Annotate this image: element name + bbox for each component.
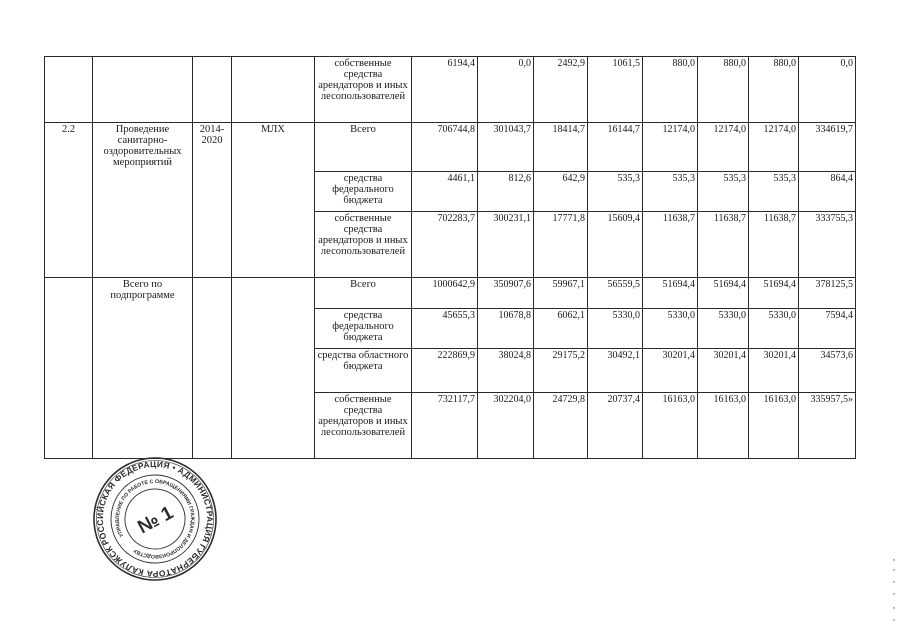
value-cell: 350907,6 — [478, 278, 534, 309]
value-cell: 30201,4 — [698, 349, 749, 393]
funding-source-cell: средства федерального бюджета — [315, 309, 412, 349]
table-row — [45, 57, 856, 123]
value-cell: 12174,0 — [643, 123, 698, 172]
value-cell: 30492,1 — [588, 349, 643, 393]
value-cell: 880,0 — [698, 57, 749, 123]
value-cell: 535,3 — [749, 172, 799, 212]
years-cell — [193, 57, 232, 123]
value-cell: 535,3 — [698, 172, 749, 212]
section-cell — [45, 57, 93, 123]
value-cell: 5330,0 — [749, 309, 799, 349]
value-cell: 4461,1 — [412, 172, 478, 212]
section-number-cell: 2.2 — [45, 123, 93, 278]
funding-source-cell: Всего — [315, 123, 412, 172]
years-cell: 2014-2020 — [193, 123, 232, 278]
value-cell: 1061,5 — [588, 57, 643, 123]
funding-source-cell: средства федерального бюджета — [315, 172, 412, 212]
value-cell: 642,9 — [534, 172, 588, 212]
value-cell: 880,0 — [749, 57, 799, 123]
budget-table — [44, 56, 856, 459]
value-cell: 51694,4 — [643, 278, 698, 309]
value-cell: 334619,7 — [799, 123, 856, 172]
stamp-inner-text: УПРАВЛЕНИЕ ПО РАБОТЕ С ОБРАЩЕНИЯМИ ГРАЖДАН И ДЕЛОПРОИЗВОДСТВУ — [114, 478, 196, 560]
value-cell: 5330,0 — [588, 309, 643, 349]
value-cell: 5330,0 — [698, 309, 749, 349]
funding-source-cell: собственные средства арендаторов и иных лесопользователей — [315, 212, 412, 278]
value-cell: 12174,0 — [698, 123, 749, 172]
value-cell: 880,0 — [643, 57, 698, 123]
value-cell: 10678,8 — [478, 309, 534, 349]
value-cell: 7594,4 — [799, 309, 856, 349]
value-cell: 11638,7 — [749, 212, 799, 278]
value-cell: 302204,0 — [478, 393, 534, 459]
value-cell: 18414,7 — [534, 123, 588, 172]
value-cell: 378125,5 — [799, 278, 856, 309]
value-cell: 16144,7 — [588, 123, 643, 172]
value-cell: 222869,9 — [412, 349, 478, 393]
value-cell: 864,4 — [799, 172, 856, 212]
value-cell: 56559,5 — [588, 278, 643, 309]
value-cell: 17771,8 — [534, 212, 588, 278]
value-cell: 1000642,9 — [412, 278, 478, 309]
value-cell: 301043,7 — [478, 123, 534, 172]
value-cell: 38024,8 — [478, 349, 534, 393]
value-cell: 333755,3 — [799, 212, 856, 278]
value-cell: 51694,4 — [749, 278, 799, 309]
scan-mark — [891, 556, 897, 626]
value-cell: 16163,0 — [643, 393, 698, 459]
value-cell: 706744,8 — [412, 123, 478, 172]
executor-cell: МЛХ — [232, 123, 315, 278]
value-cell: 16163,0 — [749, 393, 799, 459]
value-cell: 59967,1 — [534, 278, 588, 309]
executor-cell — [232, 278, 315, 459]
value-cell: 702283,7 — [412, 212, 478, 278]
value-cell: 6062,1 — [534, 309, 588, 349]
stamp-number: № 1 — [134, 502, 177, 539]
value-cell: 2492,9 — [534, 57, 588, 123]
value-cell: 30201,4 — [749, 349, 799, 393]
value-cell: 12174,0 — [749, 123, 799, 172]
table-row — [45, 123, 856, 172]
section-number-cell — [45, 278, 93, 459]
funding-source-cell: собственные средства арендаторов и иных лесопользователей — [315, 57, 412, 123]
official-stamp — [92, 456, 218, 582]
value-cell: 34573,6 — [799, 349, 856, 393]
value-cell: 5330,0 — [643, 309, 698, 349]
value-cell: 20737,4 — [588, 393, 643, 459]
executor-cell — [232, 57, 315, 123]
event-cell — [93, 57, 193, 123]
funding-source-cell: Всего — [315, 278, 412, 309]
value-cell: 15609,4 — [588, 212, 643, 278]
value-cell: 6194,4 — [412, 57, 478, 123]
value-cell: 29175,2 — [534, 349, 588, 393]
value-cell: 30201,4 — [643, 349, 698, 393]
funding-source-cell: средства областного бюджета — [315, 349, 412, 393]
total-label-cell: Всего по подпрограмме — [93, 278, 193, 459]
years-cell — [193, 278, 232, 459]
value-cell: 812,6 — [478, 172, 534, 212]
value-cell: 24729,8 — [534, 393, 588, 459]
value-cell: 51694,4 — [698, 278, 749, 309]
value-cell: 535,3 — [588, 172, 643, 212]
event-cell: Проведение санитарно-оздоровительных мероприятий — [93, 123, 193, 278]
value-cell: 335957,5» — [799, 393, 856, 459]
stamp-outer-text: РОССИЙСКАЯ ФЕДЕРАЦИЯ • АДМИНИСТРАЦИЯ ГУБЕРНАТОРА КАЛУЖСКОЙ — [94, 458, 216, 580]
value-cell: 11638,7 — [698, 212, 749, 278]
value-cell: 11638,7 — [643, 212, 698, 278]
value-cell: 16163,0 — [698, 393, 749, 459]
value-cell: 45655,3 — [412, 309, 478, 349]
value-cell: 0,0 — [799, 57, 856, 123]
funding-source-cell: собственные средства арендаторов и иных лесопользователей — [315, 393, 412, 459]
value-cell: 300231,1 — [478, 212, 534, 278]
value-cell: 535,3 — [643, 172, 698, 212]
table-row — [45, 278, 856, 309]
value-cell: 0,0 — [478, 57, 534, 123]
value-cell: 732117,7 — [412, 393, 478, 459]
